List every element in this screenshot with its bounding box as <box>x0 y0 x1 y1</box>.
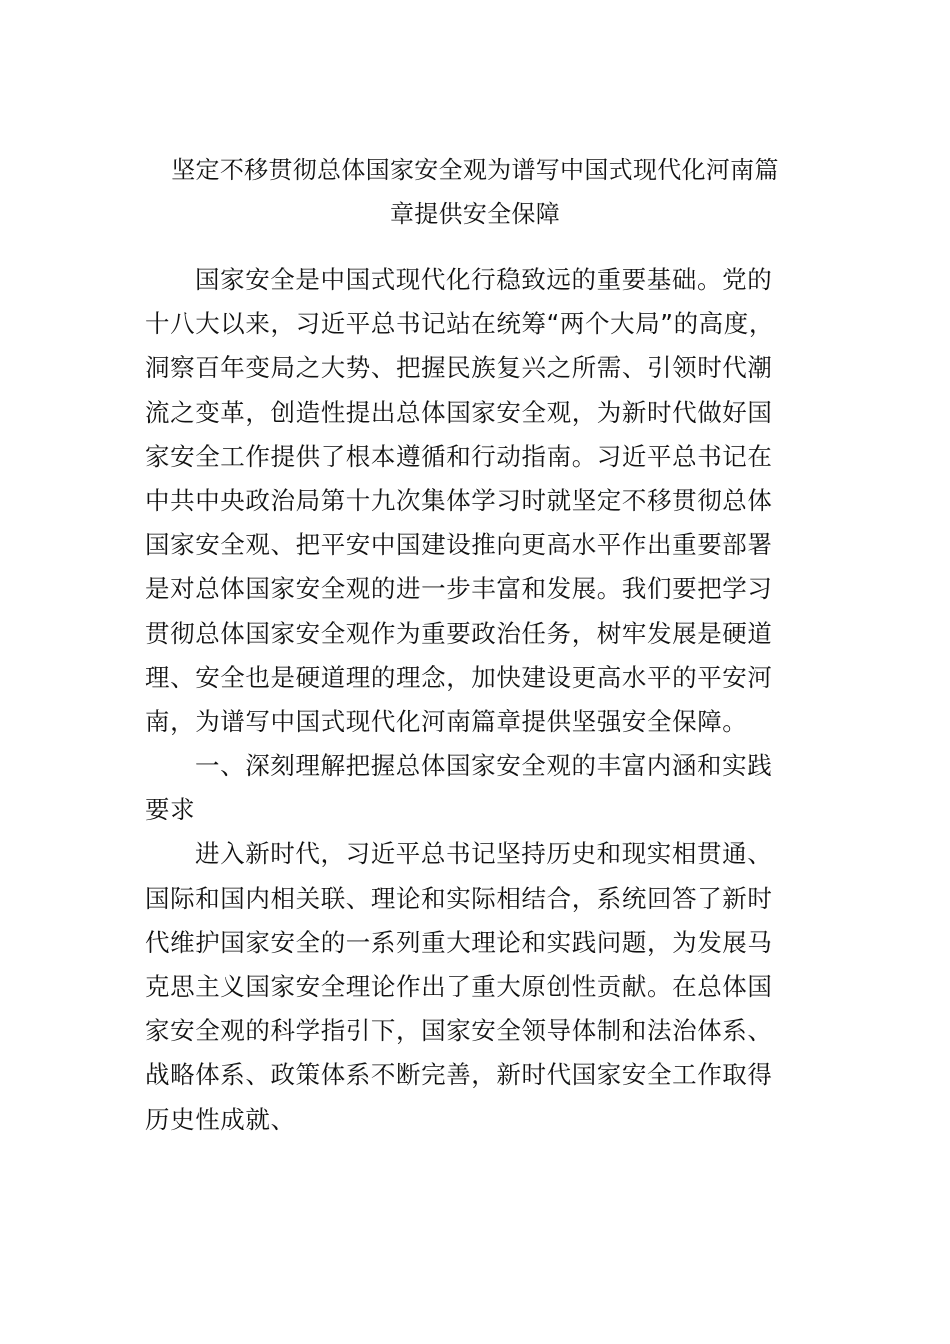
section-heading-line: 要求 <box>145 795 196 825</box>
document-title <box>140 148 810 236</box>
body-line: 流之变革，创造性提出总体国家安全观，为新时代做好国 <box>145 397 773 427</box>
body-line: 国家安全是中国式现代化行稳致远的重要基础。党的 <box>195 265 773 294</box>
body-line: 家安全观的科学指引下，国家安全领导体制和法治体系、 <box>145 1016 773 1046</box>
body-line: 进入新时代，习近平总书记坚持历史和现实相贯通、 <box>195 839 773 869</box>
body-line: 理、安全也是硬道理的理念，加快建设更高水平的平安河 <box>145 662 773 692</box>
body-line: 是对总体国家安全观的进一步丰富和发展。我们要把学习 <box>145 574 773 604</box>
title-line-1: 坚定不移贯彻总体国家安全观为谱写中国式现代化河南篇 <box>171 156 779 184</box>
body-line: 洞察百年变局之大势、把握民族复兴之所需、引领时代潮 <box>145 353 773 383</box>
body-line: 南，为谱写中国式现代化河南篇章提供坚强安全保障。 <box>145 706 748 736</box>
document-body <box>145 258 810 1142</box>
body-line: 中共中央政治局第十九次集体学习时就坚定不移贯彻总体 <box>145 485 773 515</box>
body-line: 十八大以来，习近平总书记站在统筹“两个大局”的高度， <box>145 309 774 339</box>
section-heading-line: 一、深刻理解把握总体国家安全观的丰富内涵和实践 <box>195 751 773 781</box>
body-line: 国际和国内相关联、理论和实际相结合，系统回答了新时 <box>145 883 773 913</box>
body-line: 国家安全观、把平安中国建设推向更高水平作出重要部署 <box>145 530 773 560</box>
body-line: 代维护国家安全的一系列重大理论和实践问题，为发展马 <box>145 927 773 957</box>
title-line-2: 章提供安全保障 <box>389 200 561 228</box>
body-line: 家安全工作提供了根本遵循和行动指南。习近平总书记在 <box>145 441 773 471</box>
body-line: 贯彻总体国家安全观作为重要政治任务，树牢发展是硬道 <box>145 618 773 648</box>
body-line: 克思主义国家安全理论作出了重大原创性贡献。在总体国 <box>145 972 773 1001</box>
body-line: 战略体系、政策体系不断完善，新时代国家安全工作取得 <box>145 1060 773 1090</box>
body-line: 历史性成就、 <box>145 1104 296 1134</box>
